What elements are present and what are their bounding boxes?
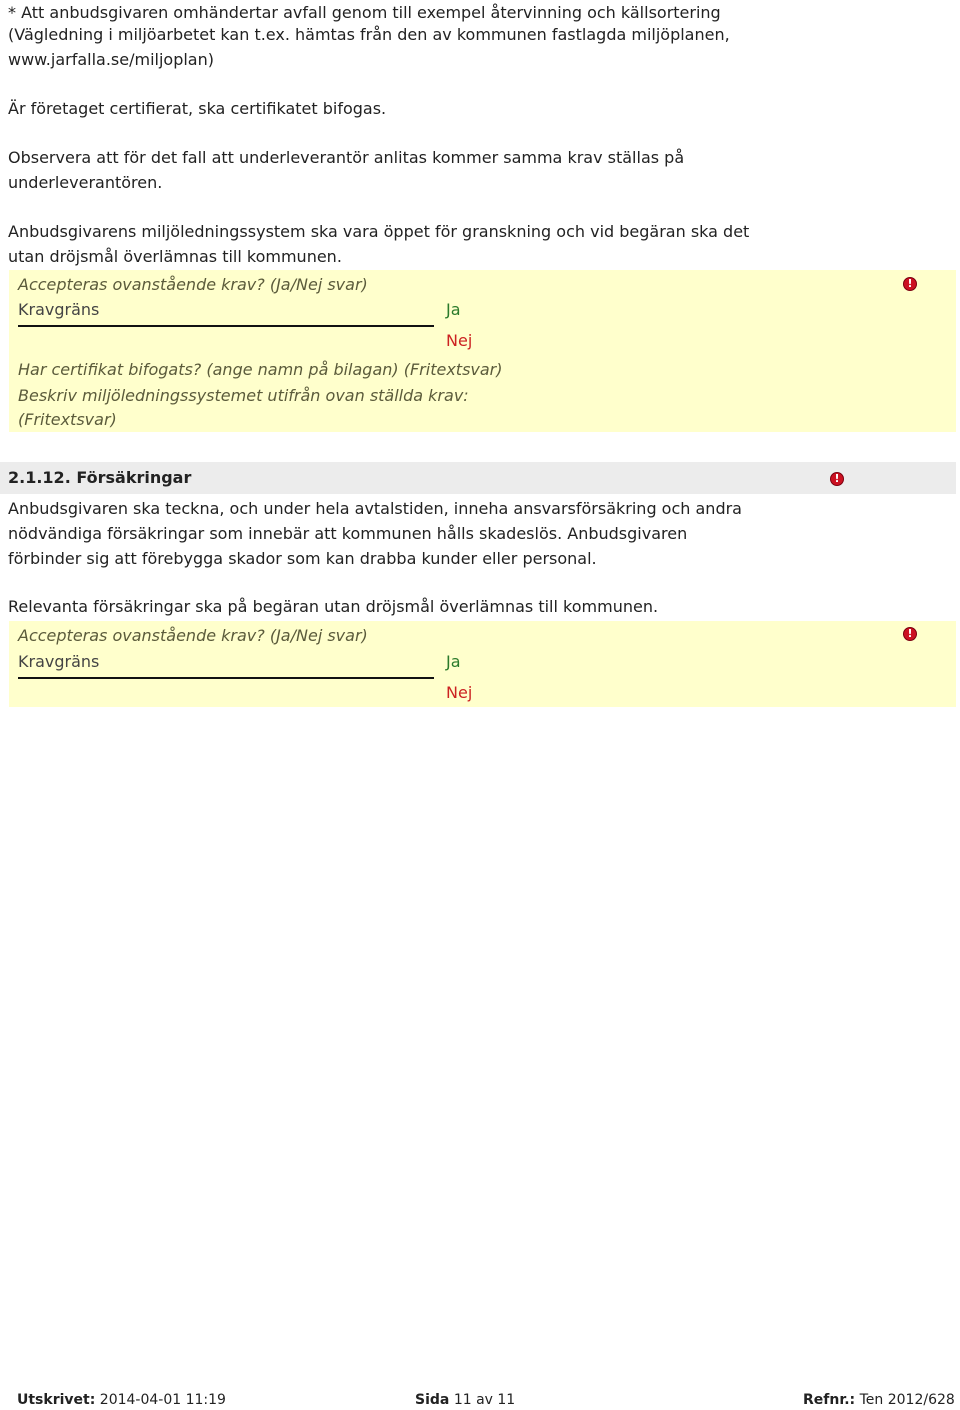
subcontractor-note: underleverantören.	[8, 173, 163, 192]
subcontractor-note: Observera att för det fall att underleverantör anlitas kommer samma krav ställas på	[8, 148, 685, 167]
describe-question: Beskriv miljöledningssystemet utifrån ovan ställda krav:	[18, 386, 469, 405]
ref-label: Refnr.:	[803, 1392, 856, 1408]
answer-ja[interactable]: Ja	[446, 652, 461, 671]
requirement-box	[9, 621, 956, 707]
ref-value: Ten 2012/628	[859, 1392, 955, 1408]
alert-icon: !	[903, 627, 917, 641]
environment-system-note: Anbudsgivarens miljöledningssystem ska vara öppet för granskning och vid begäran ska det	[8, 222, 750, 241]
insurance-text: Relevanta försäkringar ska på begäran utan dröjsmål överlämnas till kommunen.	[8, 597, 659, 616]
insurance-text: Anbudsgivaren ska teckna, och under hela avtalstiden, inneha ansvarsförsäkring och andra	[8, 499, 742, 518]
kravgrans-label: Kravgräns	[18, 300, 100, 319]
answer-nej[interactable]: Nej	[446, 683, 473, 702]
printed-value: 2014-04-01 11:19	[99, 1392, 226, 1408]
footer-printed	[17, 1392, 226, 1408]
insurance-text: nödvändiga försäkringar som innebär att kommunen hålls skadeslös. Anbudsgivaren	[8, 524, 688, 543]
section-heading-bar	[0, 462, 956, 494]
environment-system-note: utan dröjsmål överlämnas till kommunen.	[8, 247, 342, 266]
intro-text-line: (Vägledning i miljöarbetet kan t.ex. hämtas från den av kommunen fastlagda miljöplanen,	[8, 25, 730, 44]
page-value: 11 av 11	[453, 1392, 516, 1408]
requirement-box	[9, 270, 956, 432]
answer-ja[interactable]: Ja	[446, 300, 461, 319]
page-label: Sida	[415, 1392, 450, 1408]
threshold-line	[18, 325, 434, 327]
threshold-line	[18, 677, 434, 679]
accept-question: Accepteras ovanstående krav? (Ja/Nej svar)	[18, 626, 368, 645]
certificate-question: Har certifikat bifogats? (ange namn på bilagan) (Fritextsvar)	[18, 360, 503, 379]
intro-text-line: * Att anbudsgivaren omhändertar avfall genom till exempel återvinning och källsortering	[8, 3, 721, 22]
alert-icon: !	[830, 472, 844, 486]
accept-question: Accepteras ovanstående krav? (Ja/Nej svar)	[18, 275, 368, 294]
section-heading: 2.1.12. Försäkringar	[8, 468, 192, 487]
insurance-text: förbinder sig att förebygga skador som kan drabba kunder eller personal.	[8, 549, 597, 568]
footer-page	[415, 1392, 515, 1408]
alert-icon: !	[903, 277, 917, 291]
kravgrans-label: Kravgräns	[18, 652, 100, 671]
intro-text-line: www.jarfalla.se/miljoplan)	[8, 50, 214, 69]
printed-label: Utskrivet:	[17, 1392, 96, 1408]
certificate-note: Är företaget certifierat, ska certifikatet bifogas.	[8, 99, 387, 118]
answer-nej[interactable]: Nej	[446, 331, 473, 350]
footer-ref	[803, 1392, 955, 1408]
describe-question: (Fritextsvar)	[18, 410, 117, 429]
